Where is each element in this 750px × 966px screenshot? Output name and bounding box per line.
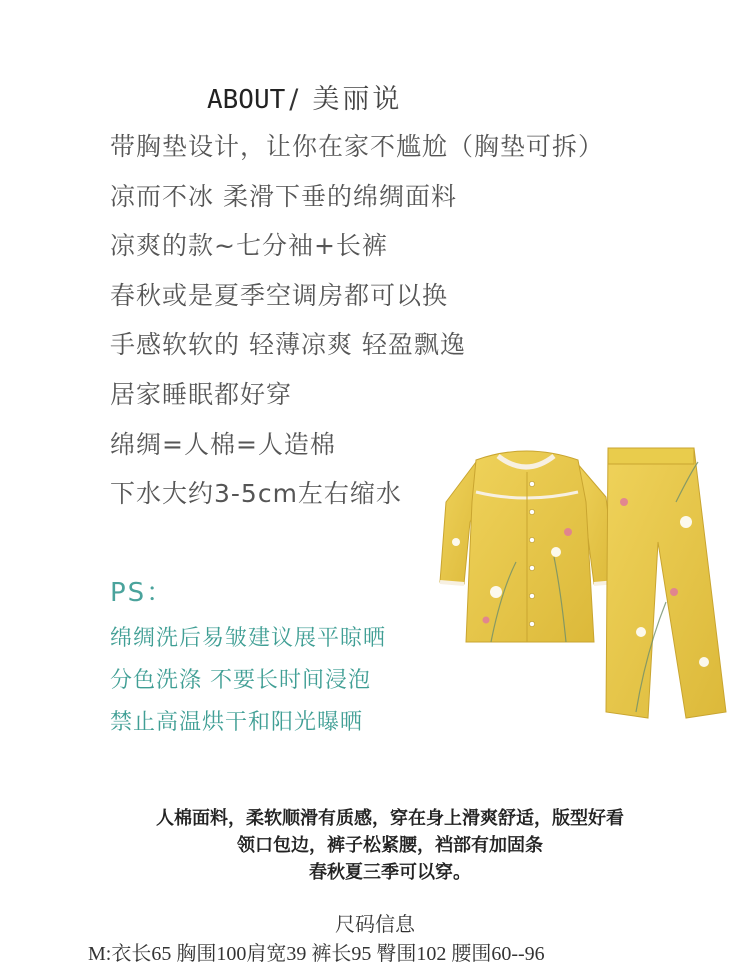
about-cn: 美丽说 [312,84,403,115]
description-line: 凉而不冰 柔滑下垂的绵绸面料 [110,181,457,211]
ps-item: 分色洗涤 不要长时间浸泡 [110,668,371,693]
about-slash: / [289,84,299,115]
ps-list [110,620,386,746]
feature-line: 人棉面料，柔软顺滑有质感，穿在身上滑爽舒适，版型好看 [156,808,624,829]
feature-line: 春秋夏三季可以穿。 [309,862,471,883]
size-info-title: 尺码信息 [335,912,415,936]
description-line: 凉爽的款~七分袖+长裤 [110,231,388,261]
ps-title: PS： [110,578,175,608]
description-line: 春秋或是夏季空调房都可以换 [110,280,449,310]
size-info-line: M:衣长65 胸围100肩宽39 裤长95 臀围102 腰围60--96 [88,943,545,965]
pajama-illustration [436,442,736,727]
about-en: ABOUT [207,85,286,115]
pajama-product-image [436,442,736,727]
description-line: 下水大约3-5cm左右缩水 [110,479,402,509]
feature-text [60,805,720,886]
about-heading [207,77,402,116]
ps-item: 绵绸洗后易皱建议展平晾晒 [110,626,387,651]
description-line: 带胸垫设计，让你在家不尴尬（胸垫可拆） [110,132,605,161]
description-line: 手感软软的 轻薄凉爽 轻盈飘逸 [110,330,466,360]
ps-item: 禁止高温烘干和阳光曝晒 [110,710,364,735]
description-line: 居家睡眠都好穿 [110,379,293,409]
feature-line: 领口包边，裤子松紧腰，裆部有加固条 [237,835,543,856]
description-line: 绵绸=人棉=人造棉 [110,429,336,459]
